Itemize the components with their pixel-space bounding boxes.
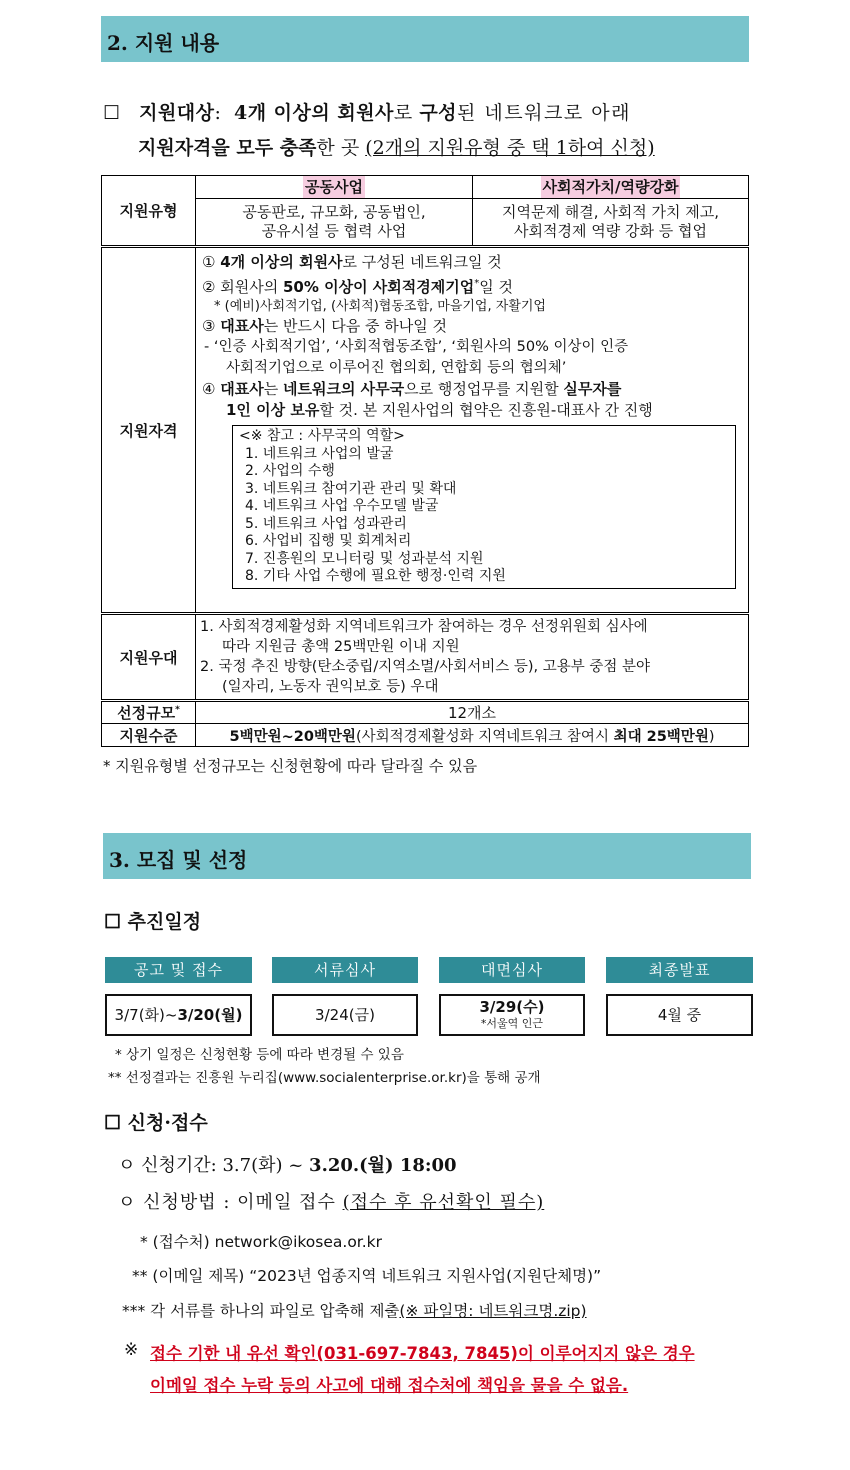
target-line-1: ☐ 지원대상: 4개 이상의 회원사로 구성된 네트워크로 아래 (103, 102, 631, 124)
date-final: 4월 중 (606, 994, 753, 1036)
date-interview: 3/29(수) *서울역 인근 (439, 994, 585, 1036)
target-line-2: 지원자격을 모두 충족한 곳 (2개의 지원유형 중 택 1하여 신청) (138, 137, 655, 159)
qual-label: 지원자격 (102, 247, 196, 614)
apply-period: ㅇ 신청기간: 3.7(화) ~ 3.20.(월) 18:00 (118, 1155, 457, 1176)
subject-note: ** (이메일 제목) “2023년 업종지역 네트워크 지원사업(지원단체명)” (132, 1267, 602, 1285)
pref-cell: 1. 사회적경제활성화 지역네트워크가 참여하는 경우 선정위원회 심사에 따라 지원금 총액 25백만원 이내 지원 2. 국정 추진 방향(탄소중립/지역소멸/사회서비스 등), 고용부 중점 분야 (일자리, 노동자 권익보호 등) 우대 (196, 614, 749, 701)
apply-method: ㅇ 신청방법 : 이메일 접수 (접수 후 유선확인 필수) (118, 1192, 545, 1213)
step-announce: 공고 및 접수 (105, 957, 252, 983)
type-label: 지원유형 (102, 176, 196, 247)
ref-item: 3. 네트워크 참여기관 관리 및 확대 (245, 480, 457, 497)
level-label: 지원수준 (102, 724, 196, 747)
support-table: 지원유형 공동사업 공동판로, 규모화, 공동법인, 공유시설 등 협력 사업 사회적가치/역량강화 지역문제 해결, 사회적 가치 제고, 사회적경제 역량 강화 등 협업 지원자격 ① 4개 이상의 회원사로 구성된 네트워크일 것 ② 회원사의 50% 이상이 사회적경제기업*일 것 * (예비)사회적기업, (사회적)협동조합, 마을기업, 자활기업 ③ 대표사는 반드시 다음 중 하나일 것 - ‘인증 사회적기업’, ‘사회적협동조합’, ‘회원사의 50% 이상이 인증 사회적기업으로 이루어진 협의회, 연합회 등의 협의체’ ④ 대표사는 네트워크의 사무국으로 행정업무를 지원할 실무자를 1인 이상 보유할 것. 본 지원사업의 협약은 진흥원-대표사 간 진행 <※ 참고 : 사무국의 역할> 1. 네트워크 사업의 발굴 2. 사업의 수행 3. 네트워크 참여기관 관리 및 확대 4. 네트워크 사업 우수모델 발굴 5. 네트워크 사업 성과관리 6. 사업비 집행 및 회계처리 7. 진흥원의 모니터링 및 성과분석 지원 8. 기타 사업 수행에 필요한 행정·인력 지원 지원우대 1. 사회적경제활성화 지역네트워크가 참여하는 경우 선정위원회 심사에 따라 지원금 총액 25백만원 이내 지원 2. 국정 추진 방향(탄소중립/지역소멸/사회서비스 등), 고용부 중점 분야 (일자리, 노동자 권익보호 등) 우대 선정규모* 12개소 지원수준 5백만원~20백만원(사회적경제활성화 지역네트워크 참여시 최대 25백만원) (101, 175, 749, 747)
checkbox-icon: ☐ (103, 102, 121, 124)
schedule-note-2: ** 선정결과는 진흥원 누리집(www.socialenterprise.or.kr)을 통해 공개 (108, 1070, 541, 1086)
reference-box: <※ 참고 : 사무국의 역할> 1. 네트워크 사업의 발굴 2. 사업의 수행 3. 네트워크 참여기관 관리 및 확대 4. 네트워크 사업 우수모델 발굴 5. 네트워크 사업 성과관리 6. 사업비 집행 및 회계처리 7. 진흥원의 모니터링 및 성과분석 지원 8. 기타 사업 수행에 필요한 행정·인력 지원 (232, 425, 736, 589)
ref-item: 6. 사업비 집행 및 회계처리 (245, 533, 412, 549)
ref-item: 1. 네트워크 사업의 발굴 (245, 445, 394, 462)
date-announce: 3/7(화)~3/20(월) (105, 994, 252, 1036)
file-note: *** 각 서류를 하나의 파일로 압축해 제출(※ 파일명: 네트워크명.zip) (122, 1302, 587, 1320)
type1-head: 공동사업 (305, 178, 363, 196)
level-value: 5백만원~20백만원(사회적경제활성화 지역네트워크 참여시 최대 25백만원) (196, 724, 749, 747)
step-final: 최종발표 (606, 957, 753, 983)
pref-label: 지원우대 (102, 614, 196, 701)
ref-item: 2. 사업의 수행 (245, 463, 335, 479)
ref-item: 5. 네트워크 사업 성과관리 (245, 515, 407, 532)
section-3-title: 3. 모집 및 선정 (109, 848, 248, 872)
schedule-heading: ☐ 추진일정 (104, 911, 202, 933)
email-note: * (접수처) network@ikosea.or.kr (140, 1233, 383, 1251)
ref-item: 8. 기타 사업 수행에 필요한 행정·인력 지원 (245, 568, 506, 584)
schedule-note-1: * 상기 일정은 신청현황 등에 따라 변경될 수 있음 (115, 1047, 404, 1063)
date-document: 3/24(금) (272, 994, 418, 1036)
section-3-header (103, 833, 751, 879)
footnote: * 지원유형별 선정규모는 신청현황에 따라 달라질 수 있음 (103, 757, 478, 775)
type2-head: 사회적가치/역량강화 (542, 178, 679, 196)
warning-line-1: 접수 기한 내 유선 확인(031-697-7843, 7845)이 이루어지지 않은 경우 (150, 1344, 695, 1363)
qual-cell: ① 4개 이상의 회원사로 구성된 네트워크일 것 ② 회원사의 50% 이상이 사회적경제기업*일 것 * (예비)사회적기업, (사회적)협동조합, 마을기업, 자활기업 ③ 대표사는 반드시 다음 중 하나일 것 - ‘인증 사회적기업’, ‘사회적협동조합’, ‘회원사의 50% 이상이 인증 사회적기업으로 이루어진 협의회, 연합회 등의 협의체’ ④ 대표사는 네트워크의 사무국으로 행정업무를 지원할 실무자를 1인 이상 보유할 것. 본 지원사업의 협약은 진흥원-대표사 간 진행 <※ 참고 : 사무국의 역할> 1. 네트워크 사업의 발굴 2. 사업의 수행 3. 네트워크 참여기관 관리 및 확대 4. 네트워크 사업 우수모델 발굴 5. 네트워크 사업 성과관리 6. 사업비 집행 및 회계처리 7. 진흥원의 모니터링 및 성과분석 지원 8. 기타 사업 수행에 필요한 행정·인력 지원 (196, 247, 749, 614)
ref-item: 4. 네트워크 사업 우수모델 발굴 (245, 498, 439, 514)
ref-item: 7. 진흥원의 모니터링 및 성과분석 지원 (245, 550, 484, 567)
step-document: 서류심사 (272, 957, 418, 983)
scale-label: 선정규모* (102, 701, 196, 724)
step-interview: 대면심사 (439, 957, 585, 983)
section-2-title: 2. 지원 내용 (107, 31, 220, 55)
warning-line-2: 이메일 접수 누락 등의 사고에 대해 접수처에 책임을 물을 수 없음. (150, 1376, 629, 1395)
section-2-header (101, 16, 749, 62)
warning-mark: ※ (124, 1340, 139, 1360)
scale-value: 12개소 (196, 701, 749, 724)
apply-heading: ☐ 신청·접수 (104, 1112, 208, 1134)
